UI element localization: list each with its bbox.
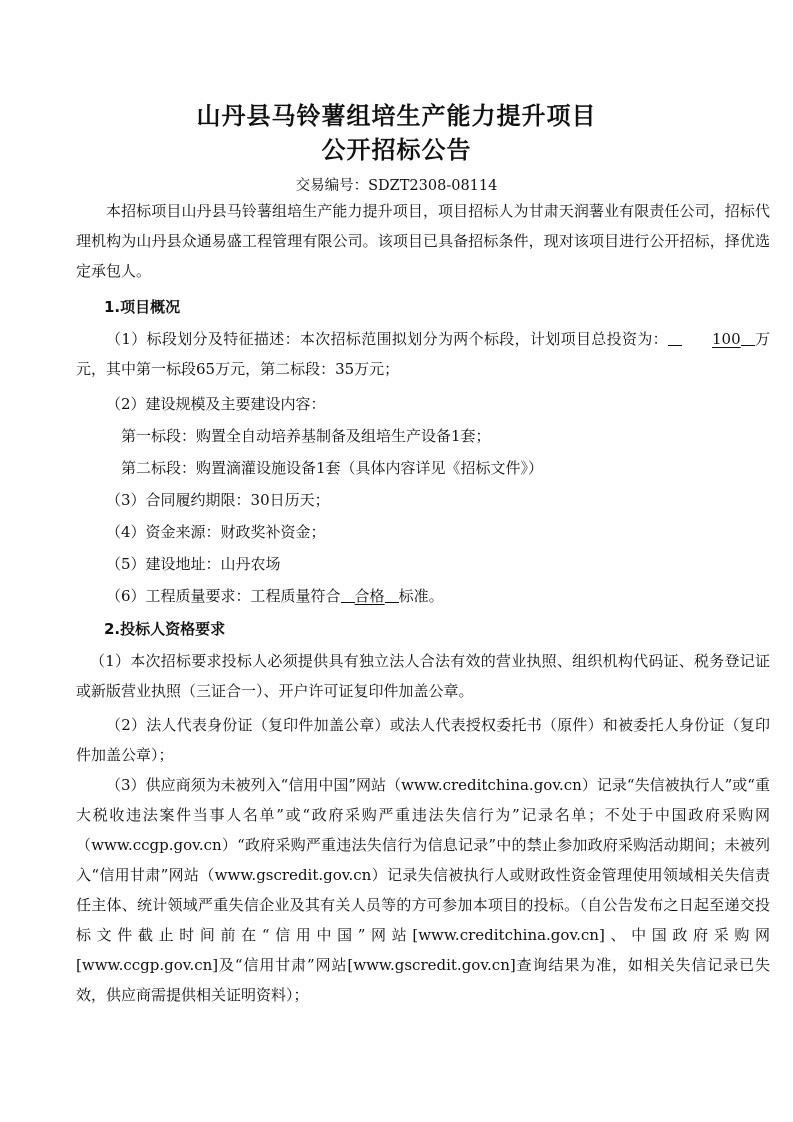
transaction-number: 交易编号：SDZT2308-08114 [295,178,498,194]
item6-blank-right [385,584,399,603]
item1-text: （1）标段划分及特征描述：本次招标范围拟划分为两个标段，计划项目总投资为： [106,330,668,348]
project-item-3: （3）合同履约期限：30日历天； [106,491,330,509]
item6-text: （6）工程质量要求：工程质量符合 [106,587,341,605]
project-item-1 [76,324,770,384]
item1-blank-left [668,327,682,346]
item6-blank-left [341,584,355,603]
project-item-2: （2）建设规模及主要建设内容： [106,395,326,413]
project-item-2-lot-2: 第二标段：购置滴灌设施设备1套（具体内容详见《招标文件》） [121,459,544,477]
item1-continued: 元，其中第一标段65万元，第二标段：35万元； [76,360,400,378]
item1-blank-right [741,327,755,346]
project-item-6 [106,581,444,611]
section-heading-bidder-qualifications: 2.投标人资格要求 [104,620,226,638]
item6-suffix: 标准。 [398,587,444,605]
item1-unit: 万 [754,330,770,348]
qualification-requirement-3: （3）供应商须为未被列入“信用中国”网站（www.creditchina.gov.cn）记录“失信被执行人”或“重大税收违法案件当事人名单”或“政府采购严重违法失信行为”记录名单；不处于中国政府采购网（www.ccgp.gov.cn）“政府采购严重违法失信行为信息记录”中的禁止参加政府采购活动期间；未被列入“信用甘肃”网站（www.gscredit.gov.cn）记录失信被执行人或财政性资金管理使用领域相关失信责任主体、统计领域严重失信企业及其有关人员等的方可参加本项目的投标。（自公告发布之日起至递交投标文件截止时间前在“信用中国”网站[www.creditchina.gov.cn]、中国政府采购网[www.ccgp.gov.cn]及“信用甘肃”网站[www.gscredit.gov.cn]查询结果为准，如相关失信记录已失效，供应商需提供相关证明资料）； [76,776,770,1004]
project-item-4: （4）资金来源：财政奖补资金； [106,523,326,541]
qualification-requirement-1: （1）本次招标要求投标人必须提供具有独立法人合法有效的营业执照、组织机构代码证、税务登记证或新版营业执照（三证合一）、开户许可证复印件加盖公章。 [76,652,770,700]
project-item-2-lot-1: 第一标段：购置全自动培养基制备及组培生产设备1套； [121,427,491,445]
document-subtitle: 公开招标公告 [321,136,472,164]
intro-paragraph: 本招标项目山丹县马铃薯组培生产能力提升项目，项目招标人为甘肃天润薯业有限责任公司，招标代理机构为山丹县众通易盛工程管理有限公司。该项目已具备招标条件，现对该项目进行公开招标，择优选定承包人。 [76,202,770,280]
project-item-5: （5）建设地址：山丹农场 [106,555,281,573]
item1-value: 100 [712,330,741,348]
item6-value: 合格 [354,587,385,605]
document-title: 山丹县马铃薯组培生产能力提升项目 [196,102,597,130]
section-heading-project-overview: 1.项目概况 [104,298,181,316]
qualification-requirement-2: （2）法人代表身份证（复印件加盖公章）或法人代表授权委托书（原件）和被委托人身份证（复印件加盖公章）； [76,716,770,764]
